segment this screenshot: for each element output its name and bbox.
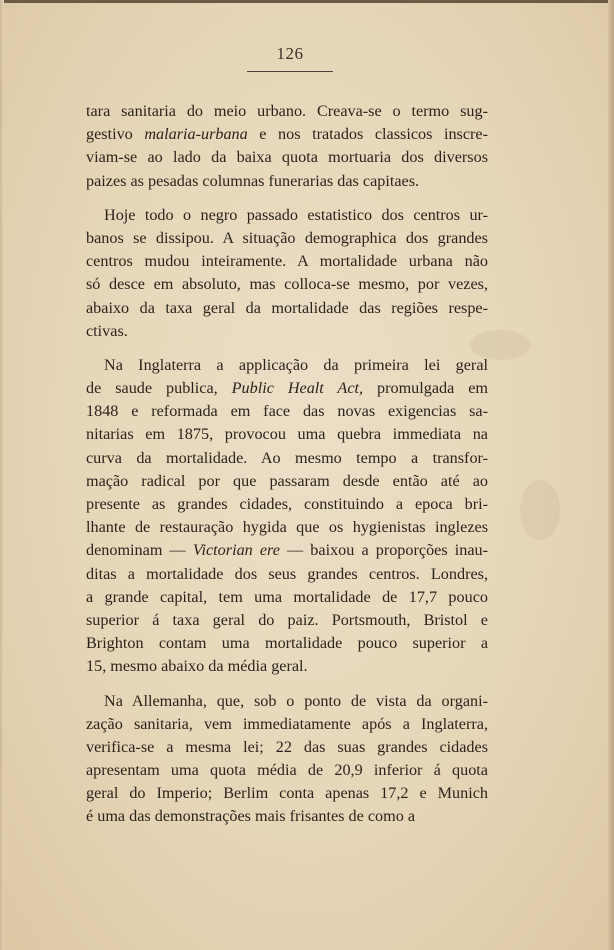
- paragraph-gap: [86, 343, 488, 354]
- text-line: paizes as pesadas columnas funerarias das capitaes.: [86, 171, 420, 190]
- text-line: tara sanitaria do meio urbano. Creava-se o termo sug-: [86, 102, 488, 120]
- text-line: abaixo da taxa geral da mortalidade das regiões respe-: [86, 298, 488, 317]
- text-line: geral do Imperio; Berlim conta apenas 17,2 e Munich: [86, 784, 488, 803]
- text-line: zação sanitaria, vem immediatamente após a Inglaterra,: [86, 714, 488, 733]
- text-line: presente as grandes cidades, constituindo a epoca bri-: [86, 495, 488, 513]
- text-line: denominam — Victorian ere — baixou a proporções inau-: [86, 541, 488, 560]
- paragraph-gap: [86, 679, 488, 690]
- text-line: Hoje todo o negro passado estatistico dos centros ur-: [104, 205, 488, 224]
- text-line: apresentam uma quota média de 20,9 inferior á quota: [86, 761, 488, 780]
- paragraph-gap: [86, 193, 488, 204]
- text-line: curva da mortalidade. Ao mesmo tempo a transfor-: [86, 448, 488, 467]
- text-line: banos se dissipou. A situação demographica dos grandes: [86, 228, 488, 247]
- header-rule: [247, 71, 333, 72]
- text-line: nitarias em 1875, provocou uma quebra immediata na: [86, 425, 488, 444]
- page-right-edge: [608, 0, 614, 950]
- body-text: [86, 100, 488, 829]
- text-line: mação radical por que passaram desde então até ao: [86, 471, 488, 490]
- text-line: superior á taxa geral do paiz. Portsmouth, Bristol e: [86, 610, 488, 629]
- text-line: só desce em absoluto, mas colloca-se mesmo, por vezes,: [86, 275, 488, 294]
- text-line: 15, mesmo abaixo da média geral.: [86, 657, 308, 676]
- text-line: gestivo malaria-urbana e nos tratados classicos inscre-: [86, 125, 488, 144]
- text-line: Brighton contam uma mortalidade pouco superior a: [86, 634, 488, 653]
- text-line: centros mudou inteiramente. A mortalidade urbana não: [86, 252, 488, 271]
- text-line: Na Allemanha, que, sob o ponto de vista da organi-: [104, 691, 488, 710]
- text-line: viam-se ao lado da baixa quota mortuaria dos diversos: [86, 148, 488, 167]
- text-line: ditas a mortalidade dos seus grandes centros. Londres,: [86, 564, 488, 583]
- page-left-edge: [0, 0, 4, 950]
- text-line: 1848 e reformada em face das novas exigencias sa-: [86, 402, 488, 421]
- text-line: ctivas.: [86, 321, 128, 340]
- page-number: 126: [276, 44, 304, 63]
- paper-stain: [520, 480, 560, 540]
- text-line: Na Inglaterra a applicação da primeira lei geral: [104, 355, 488, 374]
- text-line: é uma das demonstrações mais frisantes de como a: [86, 807, 416, 826]
- text-line: verifica-se a mesma lei; 22 das suas grandes cidades: [86, 737, 488, 756]
- text-line: lhante de restauração hygida que os hygienistas inglezes: [86, 518, 488, 537]
- text-line: a grande capital, tem uma mortalidade de 17,7 pouco: [86, 587, 488, 606]
- page-top-edge: [0, 0, 614, 3]
- text-line: de saude publica, Public Healt Act, promulgada em: [86, 379, 489, 398]
